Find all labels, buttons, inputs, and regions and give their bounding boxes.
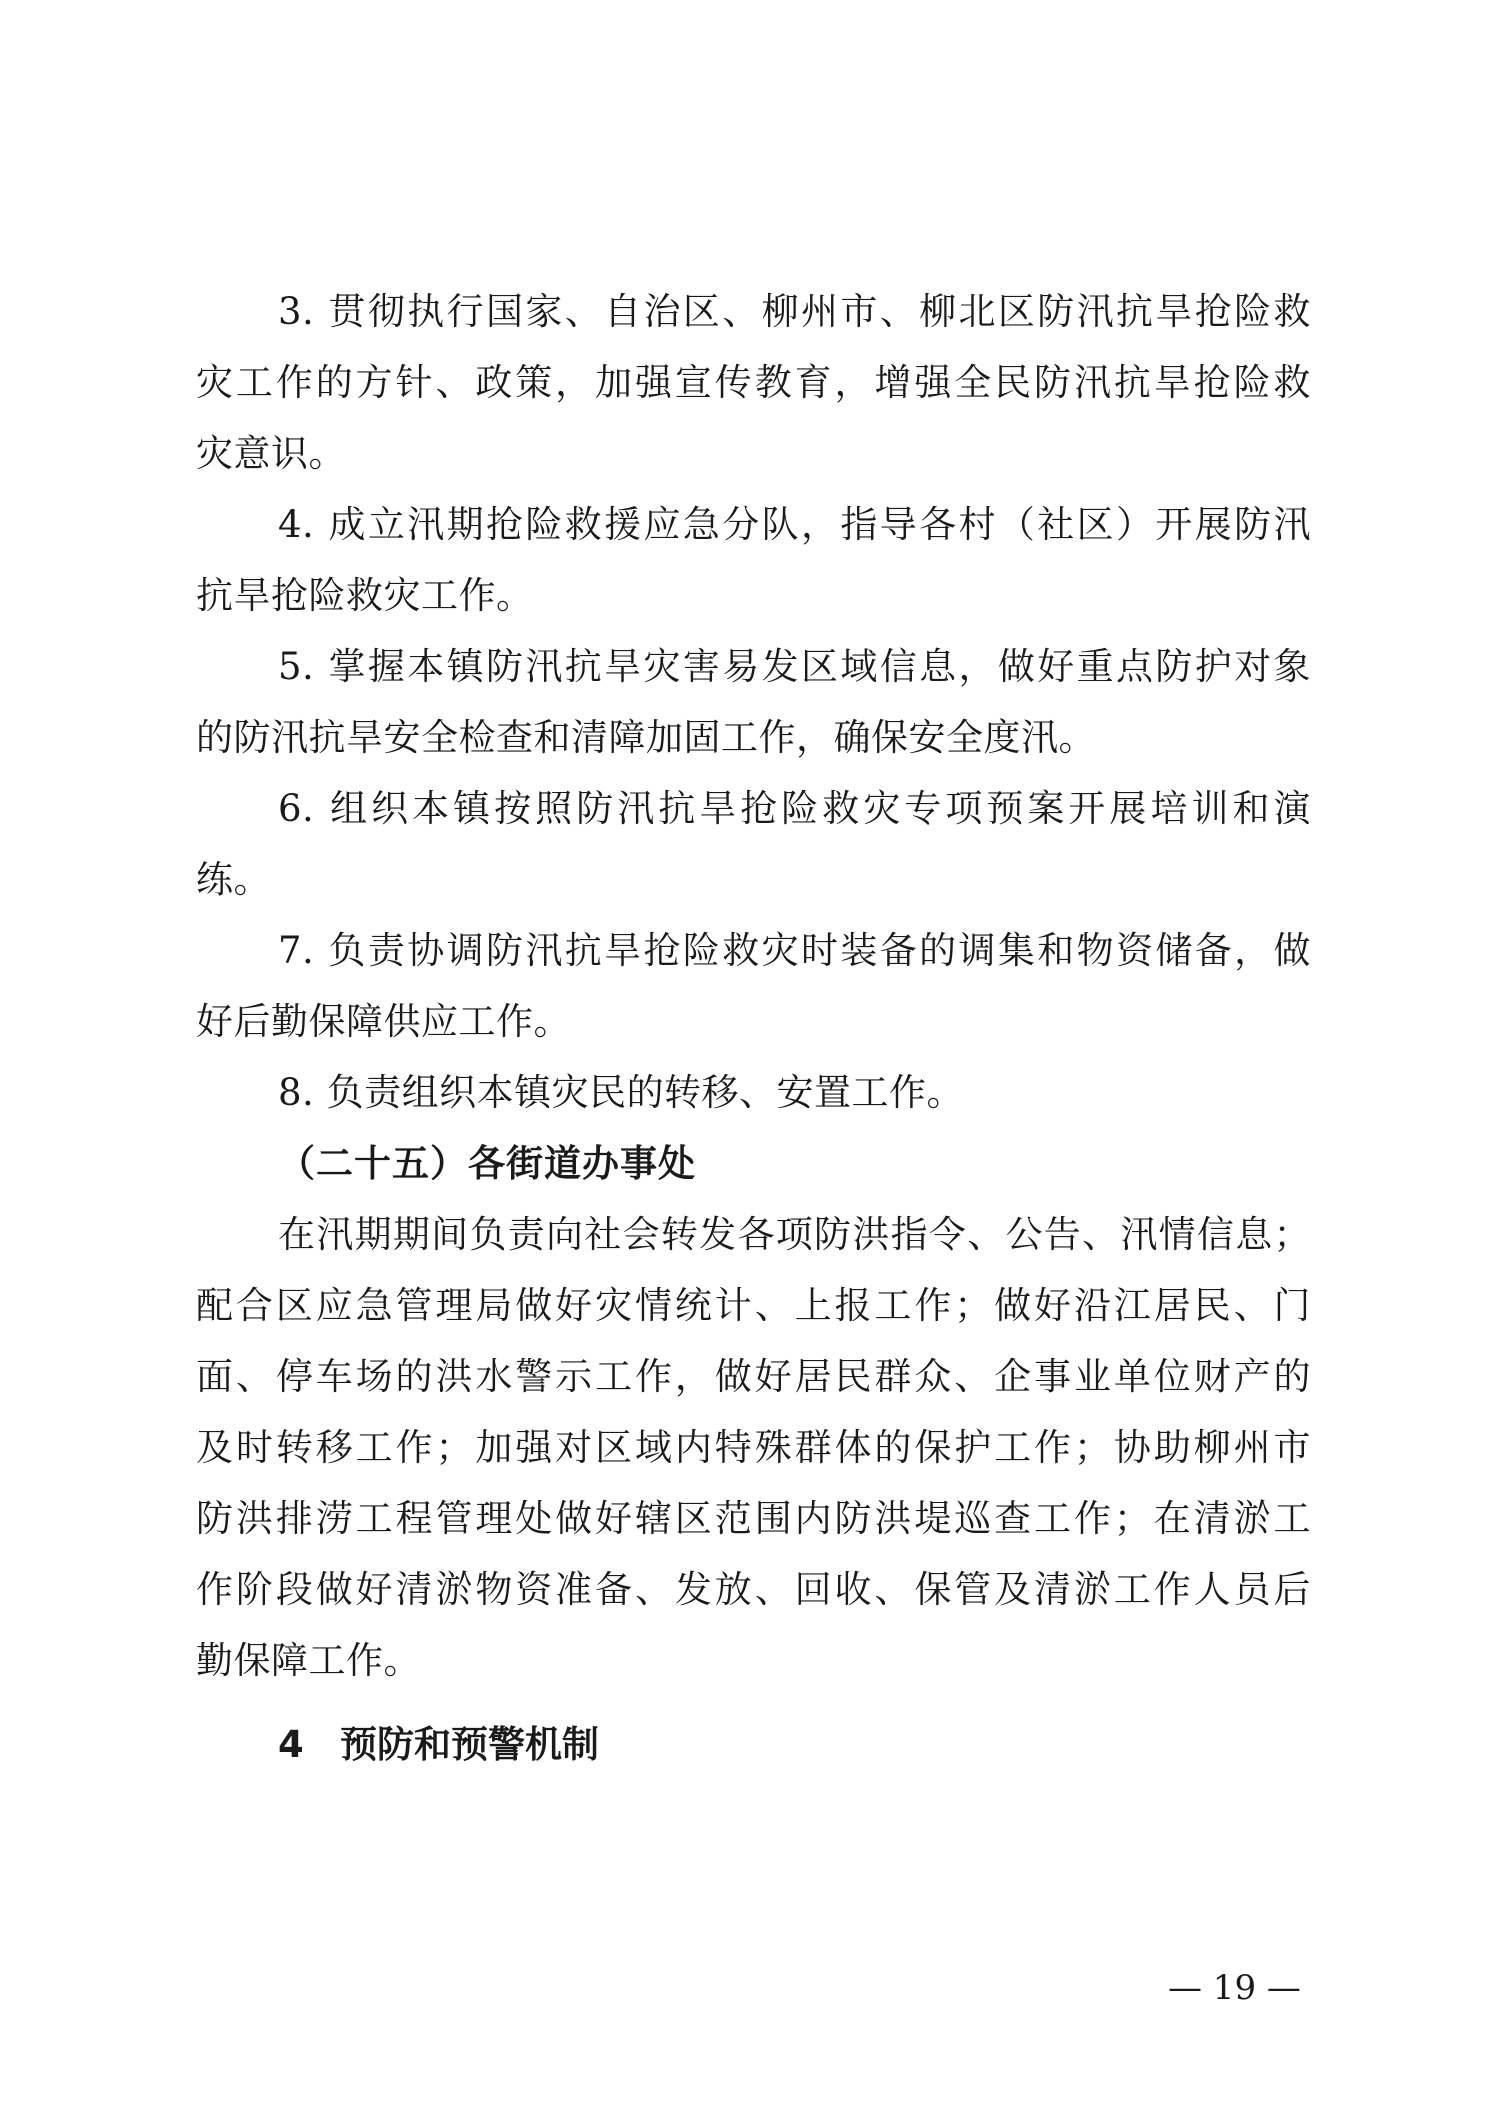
street-paragraph-line-6: 作阶段做好清淤物资准备、发放、回收、保管及清淤工作人员后	[196, 1568, 1311, 1611]
street-paragraph-line-7: 勤保障工作。	[196, 1639, 421, 1682]
item-4-line-2: 抗旱抢险救灾工作。	[196, 574, 534, 617]
item-6-line-1: 6. 组织本镇按照防汛抗旱抢险救灾专项预案开展培训和演	[278, 787, 1311, 830]
subheading-street-offices: （二十五）各街道办事处	[278, 1142, 696, 1185]
item-6-line-2: 练。	[196, 858, 271, 901]
section-number: 4	[278, 1723, 304, 1766]
street-paragraph-line-4: 及时转移工作；加强对区域内特殊群体的保护工作；协助柳州市	[196, 1426, 1311, 1469]
item-8-line-1: 8. 负责组织本镇灾民的转移、安置工作。	[278, 1071, 965, 1114]
item-3-line-1: 3. 贯彻执行国家、自治区、柳州市、柳北区防汛抗旱抢险救	[278, 290, 1311, 333]
item-3-line-3: 灾意识。	[196, 432, 346, 475]
item-4-line-1: 4. 成立汛期抢险救援应急分队，指导各村（社区）开展防汛	[278, 503, 1311, 546]
item-3-line-2: 灾工作的方针、政策，加强宣传教育，增强全民防汛抗旱抢险救	[196, 361, 1311, 404]
item-5-line-1: 5. 掌握本镇防汛抗旱灾害易发区域信息，做好重点防护对象	[278, 645, 1311, 688]
section-title: 预防和预警机制	[340, 1723, 599, 1766]
street-paragraph-line-3: 面、停车场的洪水警示工作，做好居民群众、企事业单位财产的	[196, 1355, 1311, 1398]
street-paragraph-line-5: 防洪排涝工程管理处做好辖区范围内防洪堤巡查工作；在清淤工	[196, 1497, 1311, 1540]
street-paragraph-line-2: 配合区应急管理局做好灾情统计、上报工作；做好沿江居民、门	[196, 1284, 1311, 1327]
section-heading	[278, 1723, 599, 1767]
page-number: — 19 —	[1168, 1968, 1301, 2008]
item-7-line-1: 7. 负责协调防汛抗旱抢险救灾时装备的调集和物资储备，做	[278, 929, 1311, 972]
item-5-line-2: 的防汛抗旱安全检查和清障加固工作，确保安全度汛。	[196, 716, 1096, 759]
item-7-line-2: 好后勤保障供应工作。	[196, 1000, 571, 1043]
street-paragraph-line-1: 在汛期期间负责向社会转发各项防洪指令、公告、汛情信息；	[278, 1213, 1311, 1256]
